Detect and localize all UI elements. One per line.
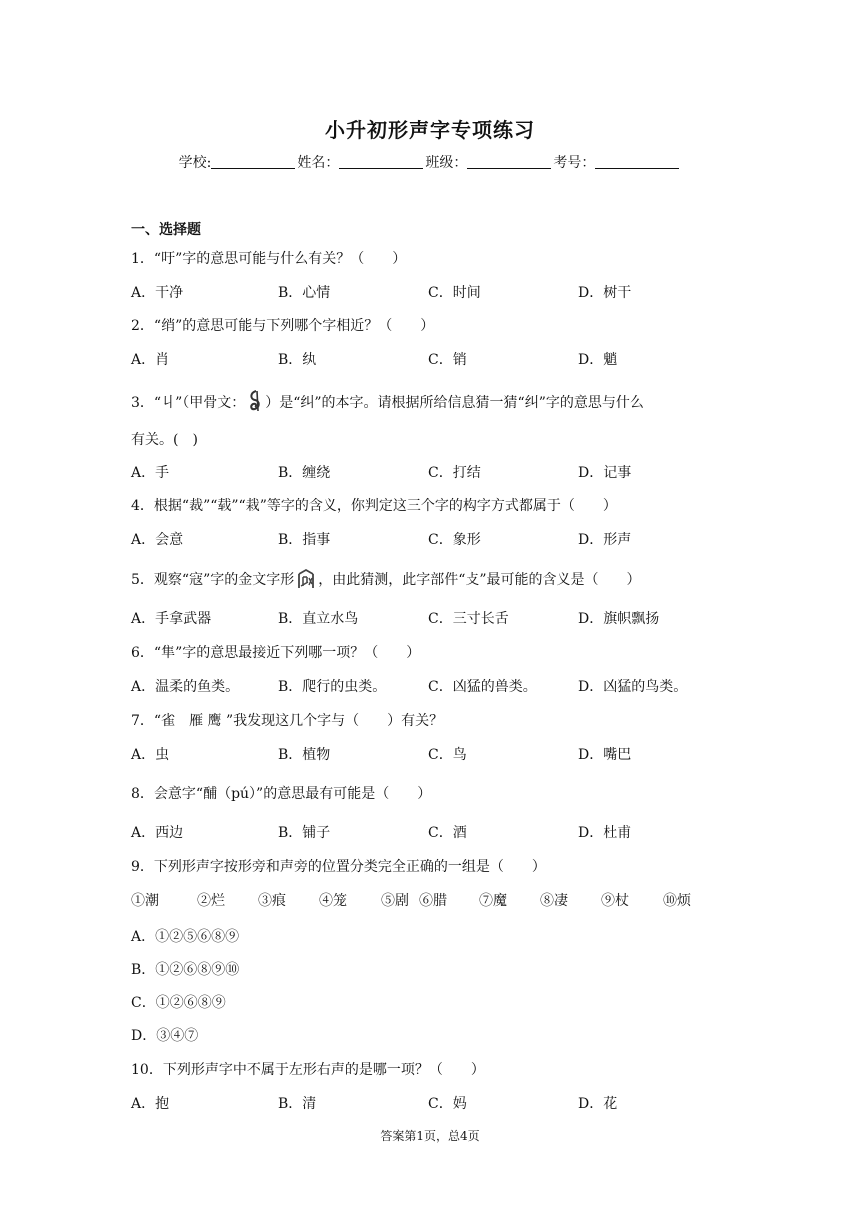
option-a[interactable]: A．①②⑤⑥⑧⑨	[131, 929, 240, 945]
option-a[interactable]: A．抱	[131, 1096, 170, 1112]
page-footer: 答案第1页，总4页	[380, 1129, 480, 1143]
list-item: ⑧凄	[540, 893, 568, 909]
question-4-stem: 4．根据“裁”“载”“栽”等字的含义，你判定这三个字的构字方式都属于（ ）	[131, 498, 617, 514]
option-b[interactable]: B．植物	[278, 747, 331, 763]
question-9-stem: 9．下列形声字按形旁和声旁的位置分类完全正确的一组是（ ）	[131, 859, 546, 875]
section-heading: 一、选择题	[131, 222, 201, 238]
option-a[interactable]: A．手拿武器	[131, 611, 212, 627]
option-c[interactable]: C．销	[428, 352, 467, 368]
question-10-stem: 10．下列形声字中不属于左形右声的是哪一项？（ ）	[131, 1062, 485, 1078]
class-label: 班级：	[425, 155, 468, 171]
question-5-stem	[131, 568, 641, 594]
option-b[interactable]: B．爬行的虫类。	[278, 679, 387, 695]
class-blank[interactable]	[467, 154, 551, 169]
option-b[interactable]: B．①②⑥⑧⑨⑩	[131, 962, 240, 978]
option-c[interactable]: C．三寸长舌	[428, 611, 509, 627]
list-item: ⑥腊	[419, 893, 447, 909]
list-item: ①潮	[131, 893, 159, 909]
exam-no-blank[interactable]	[595, 154, 679, 169]
option-b[interactable]: B．指事	[278, 532, 331, 548]
option-b[interactable]: B．清	[278, 1096, 317, 1112]
option-a[interactable]: A．会意	[131, 532, 184, 548]
list-item: ⑤剧	[381, 893, 409, 909]
option-d[interactable]: D．记事	[578, 465, 632, 481]
question-3-stem	[131, 389, 644, 417]
oracle-bone-glyph-icon	[247, 389, 263, 417]
option-d[interactable]: D．花	[578, 1096, 618, 1112]
question-5-stem-start: 5．观察“寇”字的金文字形	[131, 572, 295, 588]
question-2-stem: 2．“绡”的意思可能与下列哪个字相近？（ ）	[131, 318, 435, 334]
list-item: ⑦魔	[479, 893, 507, 909]
option-d[interactable]: D．形声	[578, 532, 632, 548]
option-c[interactable]: C．象形	[428, 532, 481, 548]
option-c[interactable]: C．酒	[428, 825, 467, 841]
option-a[interactable]: A．西边	[131, 825, 184, 841]
page-title: 小升初形声字专项练习	[325, 118, 535, 142]
list-item: ⑩烦	[663, 893, 691, 909]
option-c[interactable]: C．妈	[428, 1096, 467, 1112]
option-a[interactable]: A．干净	[131, 285, 184, 301]
list-item: ③痕	[258, 893, 286, 909]
bronze-script-glyph-icon	[296, 568, 316, 594]
option-b[interactable]: B．直立水鸟	[278, 611, 359, 627]
option-d[interactable]: D．杜甫	[578, 825, 632, 841]
option-b[interactable]: B．纨	[278, 352, 317, 368]
option-d[interactable]: D．③④⑦	[131, 1028, 199, 1044]
option-a[interactable]: A．肖	[131, 352, 170, 368]
option-a[interactable]: A．虫	[131, 747, 170, 763]
option-d[interactable]: D．魈	[578, 352, 618, 368]
question-6-stem: 6．“隼”字的意思最接近下列哪一项？（ ）	[131, 645, 421, 661]
option-d[interactable]: D．嘴巴	[578, 747, 632, 763]
question-7-stem: 7．“雀 雁 鹰 ”我发现这几个字与（ ）有关？	[131, 713, 444, 729]
question-1-stem: 1．“吁”字的意思可能与什么有关？（ ）	[131, 251, 407, 267]
list-item: ④笼	[319, 893, 347, 909]
name-label: 姓名：	[297, 155, 340, 171]
list-item: ⑨杖	[601, 893, 629, 909]
option-d[interactable]: D．凶猛的鸟类。	[578, 679, 688, 695]
school-blank[interactable]	[211, 154, 295, 169]
option-b[interactable]: B．铺子	[278, 825, 331, 841]
question-3-stem-start: 3．“丩”（甲骨文：	[131, 395, 246, 411]
exam-no-label: 考号：	[553, 155, 596, 171]
option-c[interactable]: C．打结	[428, 465, 481, 481]
option-d[interactable]: D．旗帜飘扬	[578, 611, 660, 627]
option-a[interactable]: A．手	[131, 465, 170, 481]
student-info-line	[0, 152, 860, 172]
option-c[interactable]: C．凶猛的兽类。	[428, 679, 537, 695]
question-5-stem-end: ，由此猜测，此字部件“攴”最可能的含义是（ ）	[318, 572, 641, 588]
question-8-stem: 8．会意字“酺（pú）”的意思最有可能是（ ）	[131, 786, 432, 802]
school-label: 学校:	[178, 155, 212, 171]
option-c[interactable]: C．①②⑥⑧⑨	[131, 995, 226, 1011]
option-d[interactable]: D．树干	[578, 285, 632, 301]
option-b[interactable]: B．心情	[278, 285, 331, 301]
option-c[interactable]: C．时间	[428, 285, 481, 301]
question-3-stem-end: ）是“纠”的本字。请根据所给信息猜一猜“纠”字的意思与什么	[265, 395, 644, 411]
option-b[interactable]: B．缠绕	[278, 465, 331, 481]
name-blank[interactable]	[339, 154, 423, 169]
question-3-stem-cont: 有关。( )	[131, 432, 198, 448]
option-a[interactable]: A．温柔的鱼类。	[131, 679, 240, 695]
option-c[interactable]: C．鸟	[428, 747, 467, 763]
list-item: ②烂	[197, 893, 225, 909]
